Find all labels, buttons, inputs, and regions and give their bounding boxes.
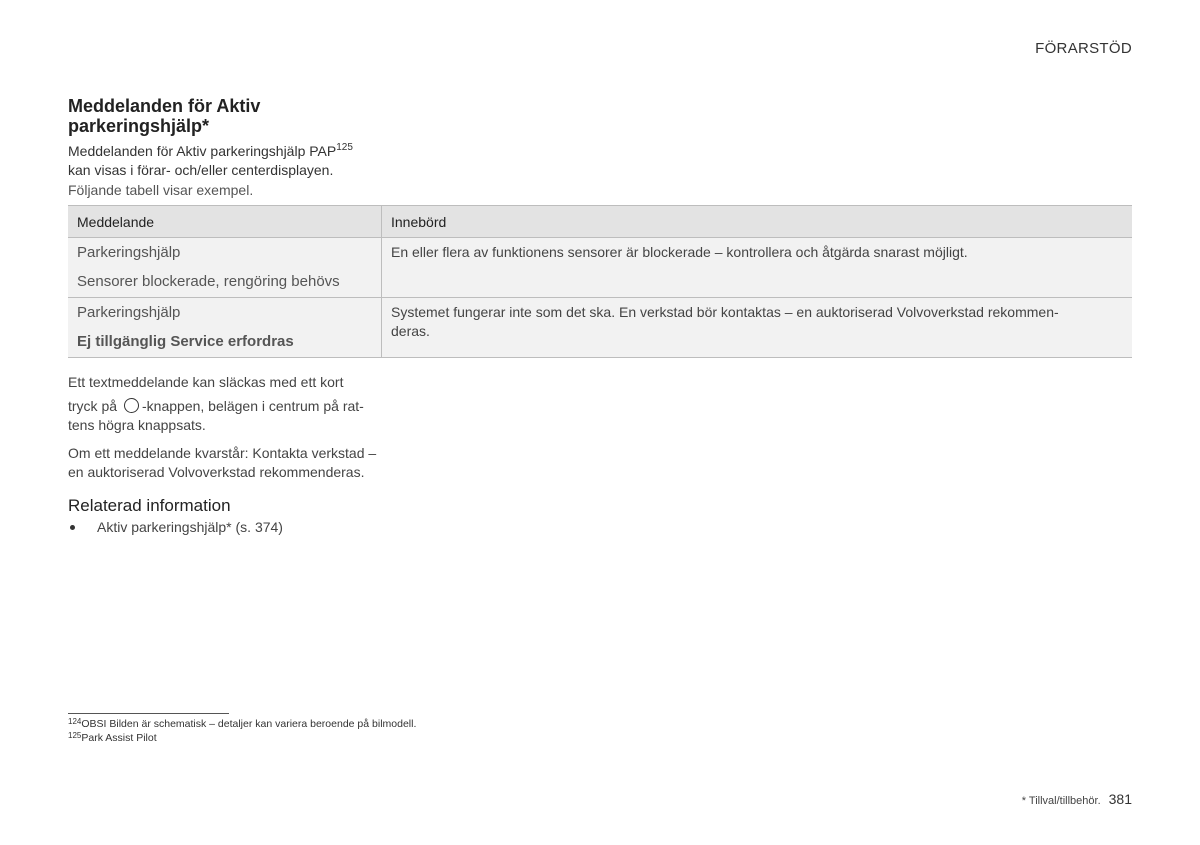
page-title-line1: Meddelanden för Aktiv (68, 96, 261, 116)
page-footer (1022, 791, 1132, 807)
page-number: 381 (1108, 791, 1132, 807)
related-link[interactable]: Aktiv parkeringshjälp* (s. 374) (68, 518, 283, 537)
persist-text-line1: Om ett meddelande kvarstår: Kontakta verkstad – (68, 445, 377, 461)
footnote-divider (68, 713, 229, 714)
column-header-meaning: Innebörd (382, 206, 1133, 238)
message-cell (68, 238, 382, 298)
intro-table-note: Följande tabell visar exempel. (68, 182, 254, 198)
footnote (68, 717, 416, 731)
footnote-text: Park Assist Pilot (81, 732, 157, 744)
page-title (68, 96, 388, 136)
messages-table (68, 205, 1132, 358)
message-title: Parkeringshjälp (77, 244, 181, 261)
meaning-cell: En eller flera av funktionens sensorer är blockerade – kontrollera och åtgärda snarast möjligt. (382, 238, 1133, 298)
meaning-text-cont: deras. (391, 323, 430, 339)
footnote-ref[interactable]: 125 (336, 142, 353, 153)
footnote-number: 125 (68, 731, 82, 740)
footnote-text: OBSI Bilden är schematisk – detaljer kan variera beroende på bilmodell. (81, 718, 417, 730)
page-title-line2: parkeringshjälp* (68, 116, 210, 136)
dismiss-text-line3: tens högra knappsats. (68, 417, 206, 433)
dismiss-paragraph (68, 373, 408, 435)
message-title: Parkeringshjälp (77, 304, 181, 321)
footnotes (68, 717, 416, 745)
dismiss-text-after: -knappen, belägen i centrum på rat- (142, 398, 364, 414)
section-header: FÖRARSTÖD (1035, 40, 1132, 57)
table-row (68, 238, 1132, 298)
option-note: * Tillval/tillbehör. (1021, 795, 1101, 807)
message-detail: Sensorer blockerade, rengöring behövs (77, 273, 340, 290)
message-cell (68, 298, 382, 358)
intro-paragraph (68, 142, 408, 180)
message-detail: Ej tillgänglig Service erfordras (77, 333, 294, 350)
meaning-text: Systemet fungerar inte som det ska. En verkstad bör kontaktas – en auktoriserad Volvoverkstad rekommen- (391, 304, 1059, 320)
meaning-cell (382, 298, 1133, 358)
dismiss-text-line1: Ett textmeddelande kan släckas med ett kort (68, 374, 344, 390)
related-info-heading: Relaterad information (68, 496, 231, 515)
related-info-list (68, 518, 283, 537)
dismiss-text-before: tryck på (68, 398, 118, 414)
dismiss-text-line2 (68, 397, 364, 416)
intro-text: Meddelanden för Aktiv parkeringshjälp PAP (68, 143, 337, 159)
footnote-number: 124 (68, 717, 82, 726)
circle-button-icon (124, 398, 139, 413)
persist-text-line2: en auktoriserad Volvoverkstad rekommenderas. (68, 464, 365, 480)
footnote (68, 731, 416, 745)
intro-text-cont: kan visas i förar- och/eller centerdisplayen. (68, 162, 334, 178)
table-row (68, 298, 1132, 358)
column-header-message: Meddelande (68, 206, 382, 238)
table-header-row (68, 206, 1132, 238)
persist-paragraph (68, 444, 408, 482)
